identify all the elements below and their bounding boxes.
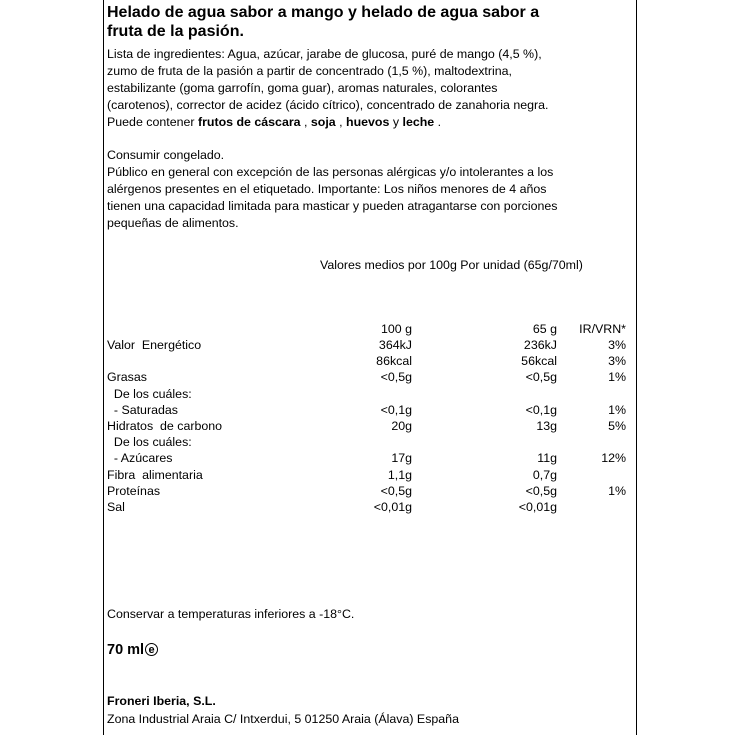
ingredients-line-1: Lista de ingredientes: Agua, azúcar, jarabe de glucosa, puré de mango (4,5 %),: [107, 47, 542, 61]
ingredients-line-3: estabilizante (goma garrofín, goma guar), aromas naturales, colorantes: [107, 81, 498, 95]
manufacturer-address: Zona Industrial Araia C/ Intxerdui, 5 01250 Araia (Álava) España: [107, 712, 459, 726]
allergen-eggs: huevos: [346, 115, 390, 129]
value-ri: 1%: [608, 483, 626, 498]
value-ri: 12%: [601, 451, 626, 466]
value-ri: 3%: [608, 338, 626, 352]
advice-line-2: Público en general con excepción de las personas alérgicas y/o intolerantes a los: [107, 165, 554, 179]
nutrient-label: De los cuáles:: [107, 386, 192, 401]
nutrient-label: - Saturadas: [107, 402, 178, 417]
column-header-100g: 100 g: [380, 322, 412, 336]
manufacturer-name: Froneri Iberia, S.L.: [107, 694, 216, 708]
value-ri: 3%: [608, 354, 626, 369]
value-100g: 364kJ: [378, 338, 412, 352]
value-100g: 86kcal: [376, 354, 412, 369]
value-per-unit: <0,5g: [525, 483, 557, 498]
value-100g: <0,5g: [380, 370, 412, 385]
value-100g: 1,1g: [387, 467, 412, 482]
allergen-nuts: frutos de cáscara: [197, 115, 301, 129]
nutrient-label: Sal: [107, 500, 125, 514]
value-per-unit: <0,01g: [518, 500, 557, 514]
nutrient-label: Grasas: [107, 370, 147, 385]
value-per-unit: 236kJ: [523, 338, 557, 352]
value-per-unit: 11g: [537, 451, 557, 466]
value-100g: <0,5g: [380, 483, 412, 498]
allergen-soy: soja: [310, 115, 336, 129]
allergens-prefix: Puede contener: [107, 115, 198, 129]
product-title-line-1: Helado de agua sabor a mango y helado de agua sabor a: [107, 4, 540, 21]
value-ri: 1%: [608, 370, 626, 385]
allergens-line: [107, 114, 441, 131]
value-per-unit: 56kcal: [521, 354, 557, 369]
allergens-separator: y: [389, 115, 403, 129]
nutrient-label: Fibra alimentaria: [107, 467, 203, 482]
storage-instructions: Conservar a temperaturas inferiores a -18°C.: [107, 607, 355, 621]
allergens-suffix: .: [434, 115, 442, 129]
estimated-e-mark: e: [145, 643, 158, 656]
nutrient-label: Valor Energético: [107, 338, 202, 352]
advice-line-4: tienen una capacidad limitada para masticar y pueden atragantarse con porciones: [107, 199, 558, 213]
value-ri: 1%: [608, 402, 626, 417]
advice-line-3: alérgenos presentes en el etiquetado. Importante: Los niños menores de 4 años: [107, 182, 547, 196]
ingredients-line-4: (carotenos), corrector de acidez (ácido cítrico), concentrado de zanahoria negra.: [107, 98, 549, 112]
net-volume: [107, 642, 158, 658]
value-100g: 17g: [391, 451, 412, 466]
value-per-unit: <0,1g: [525, 402, 557, 417]
value-per-unit: <0,5g: [525, 370, 557, 385]
allergens-separator: ,: [300, 115, 311, 129]
column-header-unit: 65 g: [532, 322, 557, 336]
nutrition-header: Valores medios por 100g Por unidad (65g/70ml): [320, 258, 583, 272]
product-title-line-2: fruta de la pasión.: [107, 23, 244, 40]
allergen-milk: leche: [402, 115, 435, 129]
column-header-ri: IR/VRN*: [579, 322, 626, 336]
advice-line-1: Consumir congelado.: [107, 148, 225, 162]
value-100g: <0,1g: [380, 402, 412, 417]
volume-amount: 70 ml: [107, 642, 145, 658]
value-ri: 5%: [608, 419, 626, 433]
value-per-unit: 0,7g: [532, 467, 557, 482]
value-100g: 20g: [391, 419, 412, 433]
ingredients-line-2: zumo de fruta de la pasión a partir de concentrado (1,5 %), maltodextrina,: [107, 64, 512, 78]
value-per-unit: 13g: [536, 419, 557, 433]
nutrient-label: Proteínas: [107, 483, 161, 498]
nutrient-label: Hidratos de carbono: [107, 419, 223, 433]
allergens-separator: ,: [335, 115, 347, 129]
nutrient-label: - Azúcares: [107, 451, 173, 466]
nutrient-label: De los cuáles:: [107, 435, 192, 450]
advice-line-5: pequeñas de alimentos.: [107, 216, 239, 230]
value-100g: <0,01g: [373, 500, 412, 514]
